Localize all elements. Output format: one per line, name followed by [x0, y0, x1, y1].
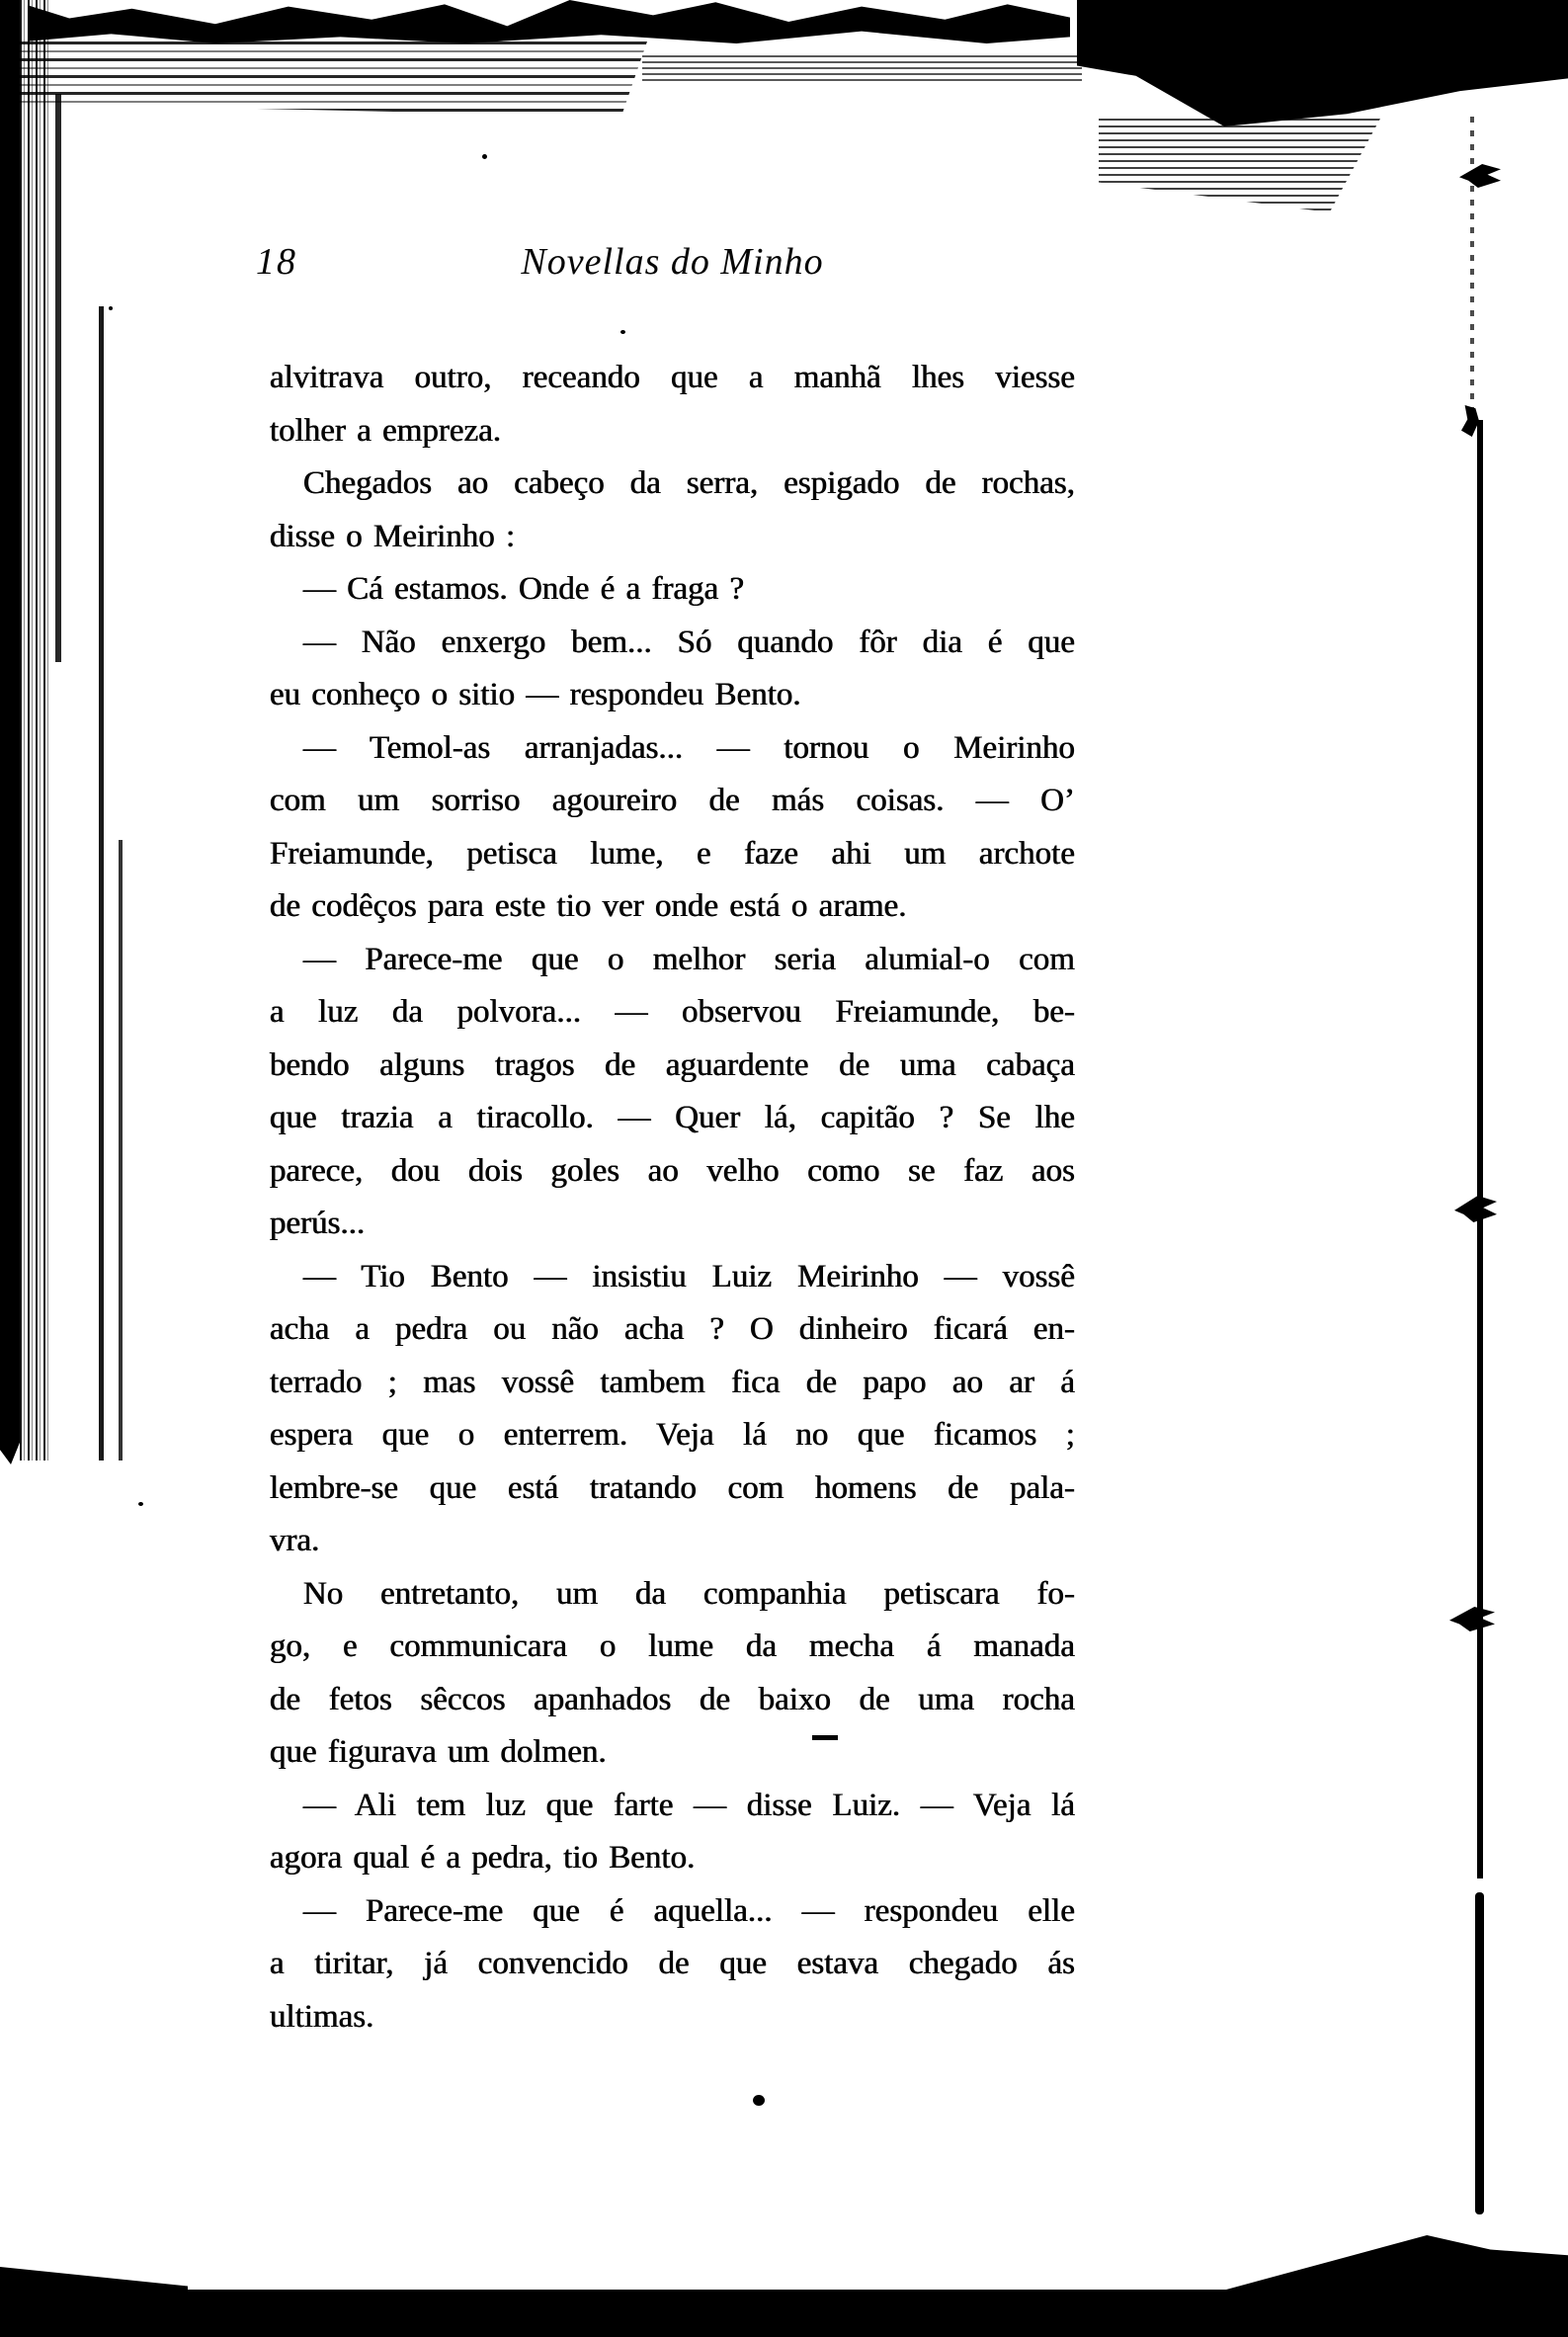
scan-artifact-gutter-line [55, 94, 61, 662]
scan-artifact-right-crease-line [1475, 1892, 1484, 2214]
text-line: que figurava um dolmen. [270, 1734, 607, 1770]
text-line: Freiamunde, petisca lume, e faze ahi um archote [270, 835, 1075, 872]
scan-speck [138, 1502, 143, 1506]
text-line: parece, dou dois goles ao velho como se faz aos [270, 1152, 1075, 1189]
scan-artifact-top-right-corner [1077, 0, 1568, 126]
scan-speck [109, 306, 113, 310]
scan-artifact-top-streaks-mid [642, 55, 1082, 85]
text-line: a tiritar, já convencido de que estava chegado ás [270, 1946, 1075, 1981]
text-line: — Tio Bento — insistiu Luiz Meirinho — vossê [303, 1258, 1075, 1294]
text-line: ultimas. [270, 1998, 374, 2035]
text-line: com um sorriso agoureiro de más coisas. — O’ [270, 783, 1075, 818]
scan-artifact-top-band [28, 0, 1070, 43]
text-line: vra. [270, 1523, 320, 1558]
margin-pen-mark [1454, 1196, 1497, 1222]
scan-artifact-gutter-line [99, 306, 104, 1461]
text-line: de codêços para este tio ver onde está o arame. [270, 888, 907, 924]
scan-artifact-right-crease-line [1477, 420, 1483, 1878]
text-line: go, e communicara o lume da mecha á manada [270, 1628, 1075, 1664]
scan-artifact-top-right-streaks [1099, 119, 1380, 212]
scan-artifact-left-gutter [0, 0, 20, 1464]
scan-speck [482, 154, 487, 159]
text-line: que trazia a tiracollo. — Quer lá, capitão ? Se lhe [270, 1100, 1075, 1135]
text-line: — Temol-as arranjadas... — tornou o Meirinho [303, 729, 1075, 766]
text-line: — Cá estamos. Onde é a fraga ? [303, 571, 745, 607]
scan-artifact-left-gutter-noise [20, 0, 49, 1461]
text-line: Chegados ao cabeço da serra, espigado de rochas, [303, 465, 1075, 501]
scan-artifact-top-streaks-left [0, 42, 647, 117]
text-line: — Ali tem luz que farte — disse Luiz. — Veja lá [303, 1787, 1075, 1823]
text-line: de fetos sêccos apanhados de baixo de uma rocha [270, 1681, 1075, 1717]
text-line: lembre-se que está tratando com homens de pala- [270, 1469, 1075, 1506]
text-line: espera que o enterrem. Veja lá no que ficamos ; [270, 1417, 1075, 1453]
text-line: bendo alguns tragos de aguardente de uma cabaça [270, 1046, 1075, 1083]
stray-ink-dot [753, 2095, 765, 2106]
text-line: tolher a empreza. [270, 412, 502, 449]
text-line: eu conheço o sitio — respondeu Bento. [270, 677, 801, 712]
margin-pen-mark [1449, 1607, 1495, 1631]
text-line: — Parece-me que o melhor seria alumial-o com [303, 941, 1075, 977]
body-text [270, 352, 1075, 2044]
page-number: 18 [256, 241, 297, 283]
text-line: perús... [270, 1206, 366, 1241]
text-line: alvitrava outro, receando que a manhã lhes viesse [270, 360, 1075, 395]
text-line: disse o Meirinho : [270, 518, 516, 554]
scan-artifact-right-crease-dots [1470, 117, 1474, 421]
scan-artifact-bottom-peak [1215, 2235, 1568, 2293]
text-line: No entretanto, um da companhia petiscara fo- [303, 1575, 1075, 1612]
text-line: acha a pedra ou não acha ? O dinheiro ficará en- [270, 1311, 1075, 1347]
scan-artifact-gutter-line [119, 840, 123, 1461]
scan-speck [620, 330, 625, 334]
text-line: — Não enxergo bem... Só quando fôr dia é que [303, 624, 1075, 660]
margin-pen-mark [1459, 164, 1501, 188]
text-line: a luz da polvora... — observou Freiamunde, be- [270, 994, 1075, 1030]
running-head [256, 237, 1075, 287]
scan-artifact-bottom-band [0, 2290, 1568, 2337]
scan-artifact-bottom-left-bump [0, 2267, 188, 2293]
text-line: terrado ; mas vossê tambem fica de papo ao ar á [270, 1364, 1075, 1400]
page-title: Novellas do Minho [521, 241, 824, 283]
text-line: — Parece-me que é aquella... — respondeu elle [303, 1892, 1075, 1929]
text-line: agora qual é a pedra, tio Bento. [270, 1840, 696, 1876]
